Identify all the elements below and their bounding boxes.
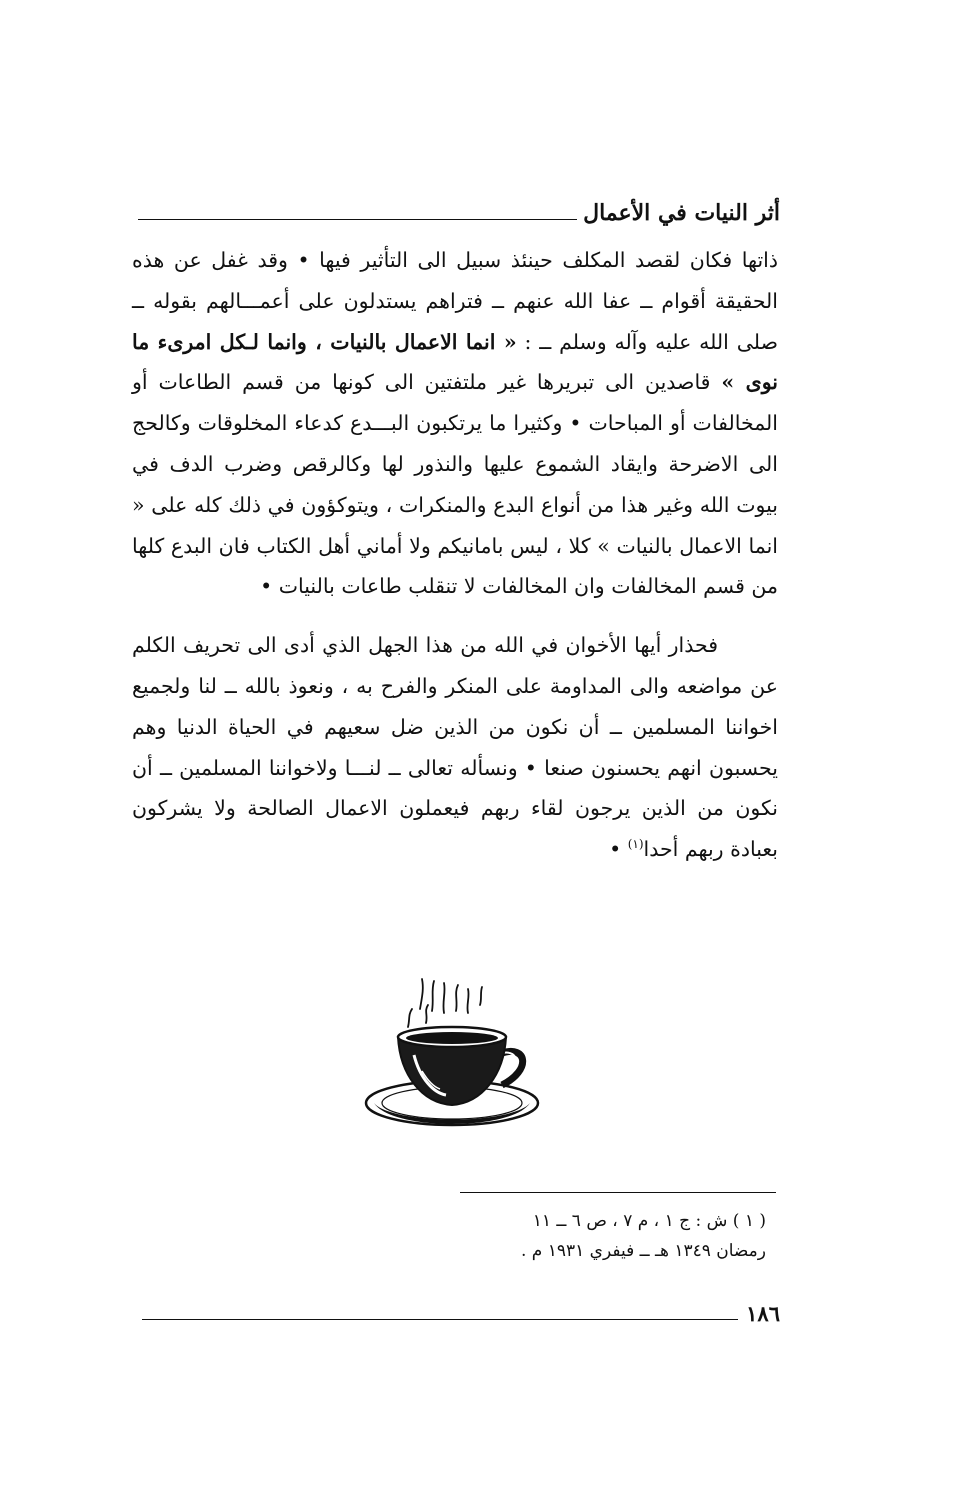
footnote [290,1206,766,1266]
steaming-teacup-icon [362,975,542,1135]
footnote-rule [460,1192,776,1193]
page-number: ١٨٦ [746,1301,780,1326]
paragraph-1-part-2: قاصدين الى تبريرها غير ملتفتين الى كونها من قسم الطاعات أو المخالفات أو المباحات • وكثيرا ما يرتكبون البـــدع كدعاء المخلوقات وكالحج الى الاضرحة وايقاد الشموع عليها والنذور لها وكالرقص وضرب الدف في بيوت الله وغير هذا من أنواع البدع والمنكرات ، ويتوكؤون في ذلك كله على « انما الاعمال بالنيات » كلا ، ليس بامانيكم ولا أماني أهل الكتاب فان البدع كلها من قسم المخالفات وان المخالفات لا تنقلب طاعات بالنيات • [132,370,778,599]
footnote-line-2: رمضان ١٣٤٩ هـ ــ فيفري ١٩٣١ م . [520,1241,766,1261]
paragraph-1-part-1: ذاتها فكان لقصد المكلف حينئذ سبيل الى التأثير فيها • وقد غفل عن هذه الحقيقة أقوام ــ عفا الله عنهم ــ فتراهم يستدلون على أعمـــالهم بقوله ــ صلى الله عليه وآله وسلم ــ : [132,248,778,354]
header-rule [138,219,577,220]
running-header [138,184,780,224]
body-text [132,240,778,870]
paragraph-2-text: فحذار أيها الأخوان في الله من هذا الجهل الذي أدى الى تحريف الكلم عن مواضعه والى المداومة على المنكر والفرح به ، ونعوذ بالله ــ لنا ولجميع اخواننا المسلمين ــ أن نكون من الذين ضل سعيهم في الحياة الدنيا وهم يحسبون انهم يحسنون صنعا • ونسأله تعالى ــ لنـــا ولاخواننا المسلمين ــ أن نكون من الذين يرجون لقاء ربهم فيعملون الاعمال الصالحة ولا يشركون بعبادة ربهم أحدا [132,633,778,862]
running-title: أثر النيات في الأعمال [583,200,780,226]
footer-rule [142,1319,738,1320]
page-footer [142,1288,780,1324]
paragraph-2-end: • [609,837,628,862]
paragraph-1 [132,240,778,607]
footnote-line-1: ( ١ ) ش : ج ١ ، م ٧ ، ص ٦ ــ ١١ [532,1211,766,1231]
hadith-quote: « انما الاعمال بالنيات ، وانما لـكل امرىء ما نوى » [132,329,779,395]
footnote-reference: (١) [627,837,644,852]
paragraph-2 [132,625,778,870]
